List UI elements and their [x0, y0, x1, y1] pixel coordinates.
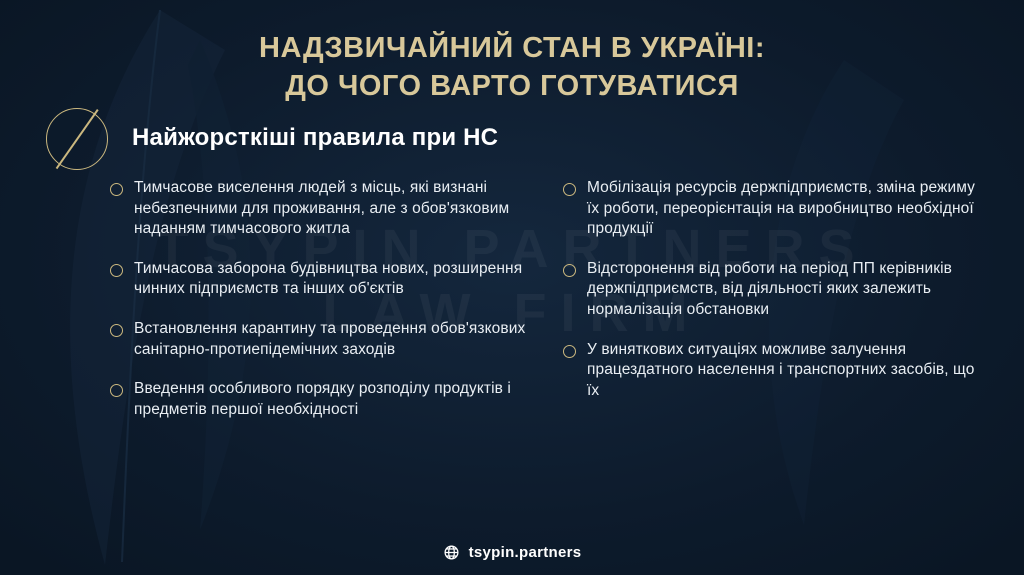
section-subtitle: Найжорсткіші правила при НС	[132, 124, 499, 151]
bullet-circle-icon	[110, 324, 123, 337]
list-item-text: Тимчасове виселення людей з місць, які визнані небезпечними для проживання, але з обов'язковим наданням тимчасового житла	[134, 179, 510, 238]
title-line-2: ДО ЧОГО ВАРТО ГОТУВАТИСЯ	[285, 69, 739, 102]
list-item	[110, 259, 533, 300]
bullet-circle-icon	[110, 183, 123, 196]
list-item	[110, 379, 533, 420]
list-item-text: Відсторонення від роботи на період ПП керівників держпідприємств, від діяльності яких залежить нормалізація обстановки	[587, 259, 952, 319]
footer	[0, 544, 1024, 561]
bullet-columns	[0, 178, 1024, 439]
list-item	[563, 259, 986, 321]
list-item	[110, 178, 533, 240]
title-line-1: НАДЗВИЧАЙНИЙ СТАН В УКРАЇНІ:	[259, 32, 765, 64]
list-item-text: Встановлення карантину та проведення обов'язкових санітарно-протиепідемічних заходів	[134, 320, 526, 358]
brand-label: tsypin.partners	[468, 544, 582, 561]
bullet-circle-icon	[110, 264, 123, 277]
list-item	[563, 178, 986, 240]
bullet-column-right	[563, 178, 986, 439]
list-item	[110, 319, 533, 360]
bullet-circle-icon	[563, 264, 576, 277]
slash-line	[56, 109, 99, 169]
list-item	[563, 340, 986, 402]
globe-icon	[443, 544, 460, 561]
circle-slash-icon	[46, 108, 108, 170]
list-item-text: Тимчасова заборона будівництва нових, розширення чинних підприємств та інших об'єктів	[134, 259, 523, 298]
bullet-circle-icon	[563, 345, 576, 358]
list-item-text: У виняткових ситуаціях можливе залучення працездатного населення і транспортних засобів, що їх	[587, 340, 975, 399]
list-item-text: Введення особливого порядку розподілу продуктів і предметів першої необхідності	[134, 380, 511, 418]
bullet-circle-icon	[110, 384, 123, 397]
page-title	[0, 30, 1024, 105]
bullet-circle-icon	[563, 183, 576, 196]
bullet-column-left	[110, 178, 533, 439]
list-item-text: Мобілізація ресурсів держпідприємств, зміна режиму їх роботи, переорієнтація на виробництво необхідної продукції	[587, 179, 976, 238]
